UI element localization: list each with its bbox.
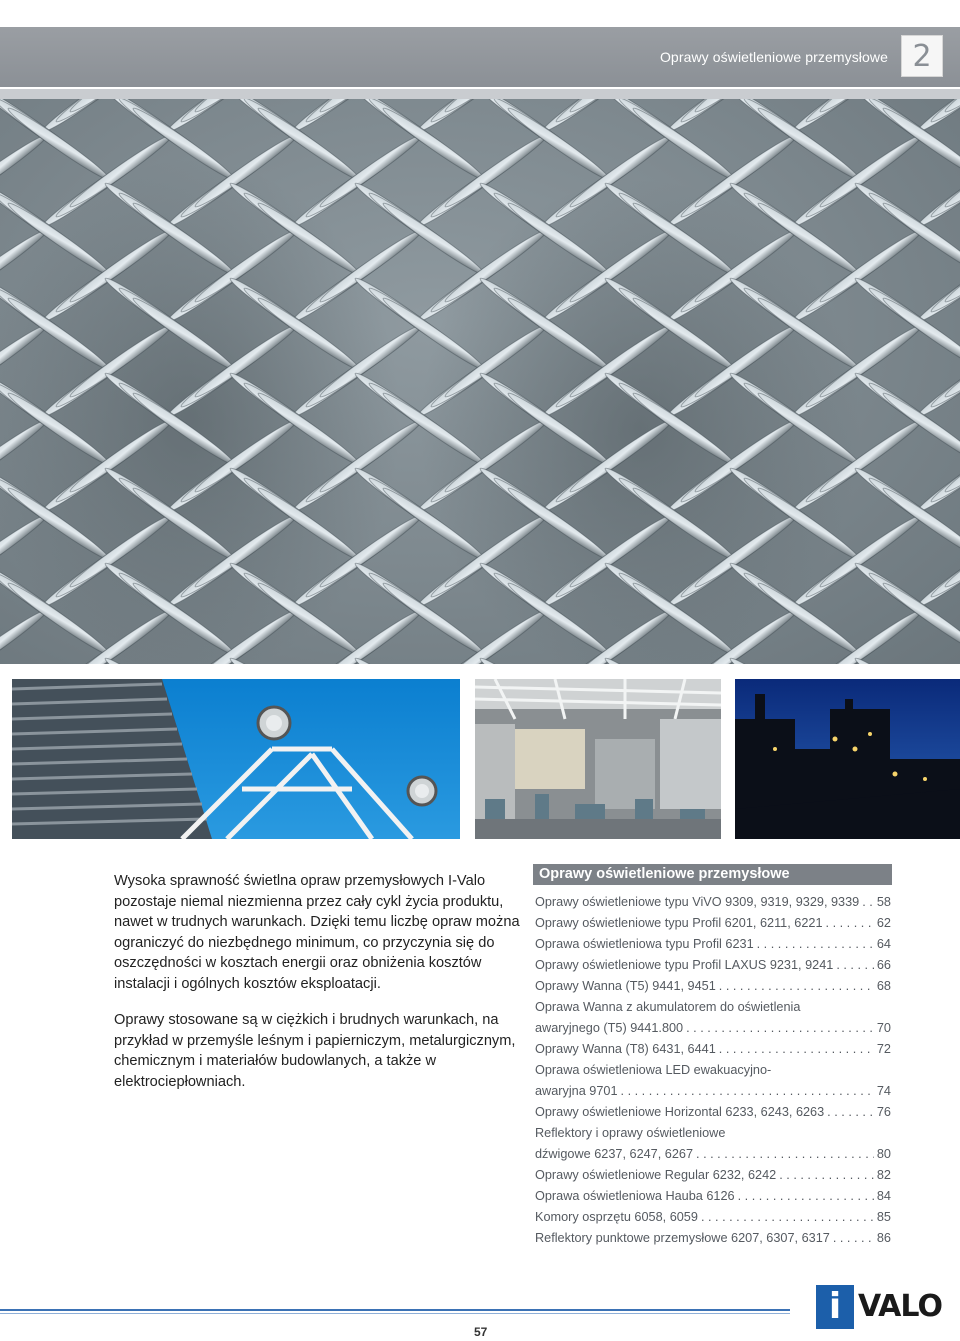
photo-lamps-catwalk [12, 679, 460, 839]
logo-mark: i [816, 1285, 854, 1329]
toc-leader-dots [836, 955, 874, 976]
toc-leader-dots [686, 1018, 874, 1039]
toc-leader-dots [826, 913, 874, 934]
toc-row [535, 1228, 891, 1249]
toc-label: Oprawy oświetleniowe typu ViVO 9309, 9319, 9329, 9339 [535, 895, 860, 909]
toc-row [535, 1018, 891, 1039]
toc-row [535, 1123, 891, 1144]
toc-row [535, 1039, 891, 1060]
photo-factory-interior [475, 679, 721, 839]
toc-row [535, 1060, 891, 1081]
toc-row [535, 892, 891, 913]
toc-leader-dots [862, 892, 874, 913]
toc-row [535, 1081, 891, 1102]
toc-leader-dots [833, 1228, 874, 1249]
toc-page-number: 64 [876, 937, 891, 951]
toc-label: Reflektory punktowe przemysłowe 6207, 6307, 6317 [535, 1231, 830, 1245]
toc-row [535, 997, 891, 1018]
toc-row [535, 976, 891, 997]
toc-label: Oprawy oświetleniowe Horizontal 6233, 6243, 6263 [535, 1105, 825, 1119]
toc-page-number: 58 [876, 895, 891, 909]
toc-page-number: 66 [876, 958, 891, 972]
toc-leader-dots [779, 1165, 874, 1186]
toc-row [535, 955, 891, 976]
toc-label: Oprawy oświetleniowe typu Profil 6201, 6211, 6221 [535, 916, 823, 930]
toc-list [535, 892, 891, 1249]
toc-label: Oprawa oświetleniowa LED ewakuacyjno- [535, 1063, 772, 1077]
toc-leader-dots [719, 1039, 874, 1060]
ivalo-logo [816, 1285, 940, 1331]
toc-label: awaryjnego (T5) 9441.800 [535, 1021, 684, 1035]
toc-page-number: 82 [876, 1168, 891, 1182]
toc-leader-dots [738, 1186, 874, 1207]
page-number: 57 [474, 1325, 488, 1339]
header-band [0, 27, 960, 87]
toc-title: Oprawy oświetleniowe przemysłowe [533, 864, 892, 885]
section-title: Oprawy oświetleniowe przemysłowe [659, 49, 888, 65]
toc-label: Oprawa oświetleniowa typu Profil 6231 [535, 937, 754, 951]
photo-plant-at-night [735, 679, 960, 839]
toc-leader-dots [696, 1144, 874, 1165]
toc-page-number: 62 [876, 916, 891, 930]
intro-paragraph-1: Wysoka sprawność świetlna opraw przemysłowych I-Valo pozostaje niemal niezmienna przez cały cykl życia produktu, nawet w trudnych warunkach. Dzięki temu liczbę opraw można ograniczyć do niezbędnego minimum, co przyczynia się do oszczędności w kosztach energii oraz obniżenia kosztów instalacji i ogólnych kosztów eksploatacji. [114, 873, 520, 992]
intro-paragraph-2: Oprawy stosowane są w ciężkich i brudnych warunkach, na przykład w przemyśle leśnym i papierniczym, metalurgicznym, chemicznym i materiałów budowlanych, a także w elektrociepłowniach. [114, 1012, 516, 1090]
toc-label: awaryjna 9701 [535, 1084, 618, 1098]
toc-row [535, 1144, 891, 1165]
toc-page-number: 85 [876, 1210, 891, 1224]
toc-leader-dots [719, 976, 874, 997]
toc-page-number: 72 [876, 1042, 891, 1056]
toc-label: Oprawa oświetleniowa Hauba 6126 [535, 1189, 735, 1203]
chapter-number: 2 [901, 35, 943, 77]
intro-text [114, 871, 524, 1108]
toc-label: Oprawy Wanna (T5) 9441, 9451 [535, 979, 716, 993]
toc-leader-dots [701, 1207, 874, 1228]
toc-label: Oprawy oświetleniowe typu Profil LAXUS 9231, 9241 [535, 958, 834, 972]
hero-image [0, 99, 960, 664]
toc-label: Komory osprzętu 6058, 6059 [535, 1210, 698, 1224]
toc-leader-dots [621, 1081, 874, 1102]
toc-page-number: 68 [876, 979, 891, 993]
toc-page-number: 80 [876, 1147, 891, 1161]
toc-page-number: 74 [876, 1084, 891, 1098]
toc-row [535, 1165, 891, 1186]
toc-leader-dots [827, 1102, 874, 1123]
logo-wordmark: VALO [858, 1289, 942, 1324]
footer-rule-thin [0, 1313, 790, 1314]
toc-leader-dots [757, 934, 874, 955]
toc-label: Oprawy Wanna (T8) 6431, 6441 [535, 1042, 716, 1056]
toc-page-number: 70 [876, 1021, 891, 1035]
toc-label: dźwigowe 6237, 6247, 6267 [535, 1147, 694, 1161]
toc-row [535, 1207, 891, 1228]
toc-row [535, 1186, 891, 1207]
toc-page-number: 76 [876, 1105, 891, 1119]
toc-label: Oprawy oświetleniowe Regular 6232, 6242 [535, 1168, 777, 1182]
toc-row [535, 1102, 891, 1123]
toc-label: Oprawa Wanna z akumulatorem do oświetlenia [535, 1000, 801, 1014]
toc-label: Reflektory i oprawy oświetleniowe [535, 1126, 726, 1140]
footer-rule [0, 1309, 790, 1311]
header-divider [0, 89, 960, 99]
toc-row [535, 934, 891, 955]
toc-row [535, 913, 891, 934]
toc-page-number: 84 [876, 1189, 891, 1203]
toc-page-number: 86 [876, 1231, 891, 1245]
